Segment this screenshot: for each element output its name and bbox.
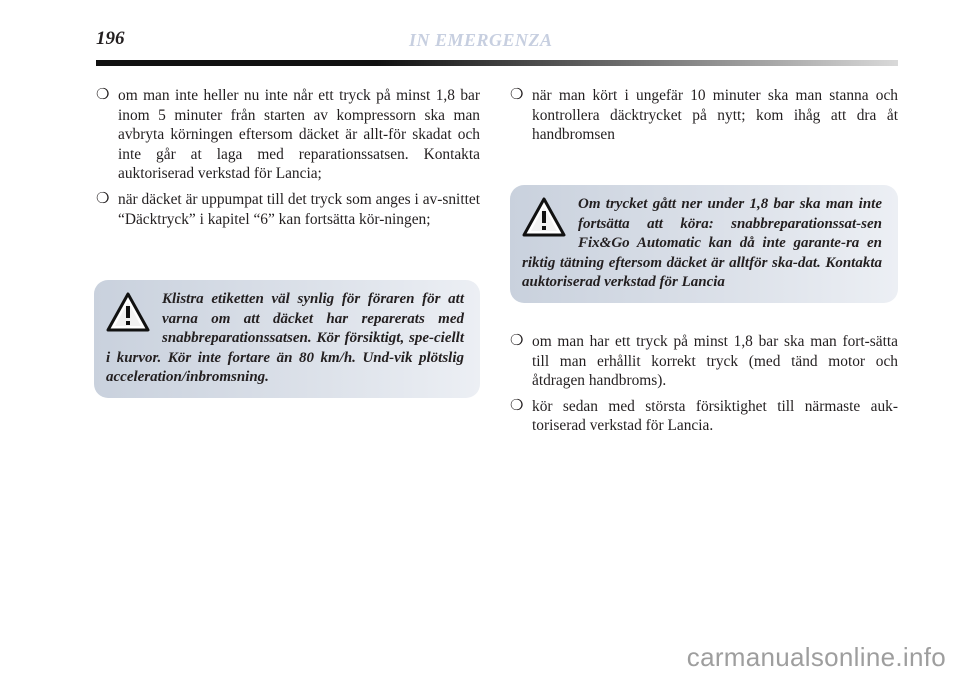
list-item-text: kör sedan med största försiktighet till närmaste auk-toriserad verkstad för Lancia. [532, 397, 898, 435]
list-item [510, 397, 898, 436]
page-number: 196 [96, 28, 125, 49]
bullet-mark: ❍ [510, 333, 524, 349]
list-item-text: när man kört i ungefär 10 minuter ska man stanna och kontrollera däcktrycket på nytt; kom ihåg att dra åt handbromsen [532, 87, 898, 144]
header-rule [96, 60, 898, 66]
list-item-text: när däcket är uppumpat till det tryck som anges i av-snittet “Däcktryck” i kapitel “6” kan fortsätta kör-ningen; [118, 190, 480, 228]
list-item [510, 332, 898, 391]
warning-box-left [94, 280, 480, 398]
bullet-mark: ❍ [510, 87, 524, 103]
list-item [96, 86, 480, 184]
bullet-mark: ❍ [96, 190, 110, 207]
bullet-mark: ❍ [96, 87, 110, 103]
watermark: carmanualsonline.info [686, 642, 946, 672]
list-item [96, 190, 480, 229]
warning-text: Om trycket gått ner under 1,8 bar ska man inte fortsätta att köra: snabbreparationssat-sen Fix&Go Automatic kan då inte garante-ra en riktig tätning eftersom däcket är alltför ska-dat. Kontakta auktoriserad verkstad för Lancia [522, 196, 882, 290]
right-column [510, 86, 898, 151]
warning-triangle-icon [106, 292, 150, 332]
list-item-text: om man har ett tryck på minst 1,8 bar ska man fort-sätta till man erhållit korrekt tryck (med tänd motor och åtdragen handbroms). [532, 333, 898, 390]
bullet-mark: ❍ [510, 397, 524, 414]
warning-box-right [510, 185, 898, 303]
right-column-lower [510, 332, 898, 442]
warning-triangle-icon [522, 197, 566, 237]
list-item-text: om man inte heller nu inte når ett tryck på minst 1,8 bar inom 5 minuter från starten av kompressorn ska man avbryta körningen eftersom däcket är allt-för skadat och inte går at laga med reparationssatsen. Kontakta auktoriserad verkstad för Lancia; [118, 87, 480, 183]
section-title: IN EMERGENZA [409, 30, 553, 50]
warning-text: Klistra etiketten väl synlig för föraren för att varna om att däcket har reparerats med snabbreparationssatsen. Kör försiktigt, spe-ciellt i kurvor. Kör inte fortare än 80 km/h. Und-vik plötslig acceleration/inbromsning. [106, 291, 464, 385]
list-item [510, 86, 898, 145]
left-column [96, 86, 480, 235]
